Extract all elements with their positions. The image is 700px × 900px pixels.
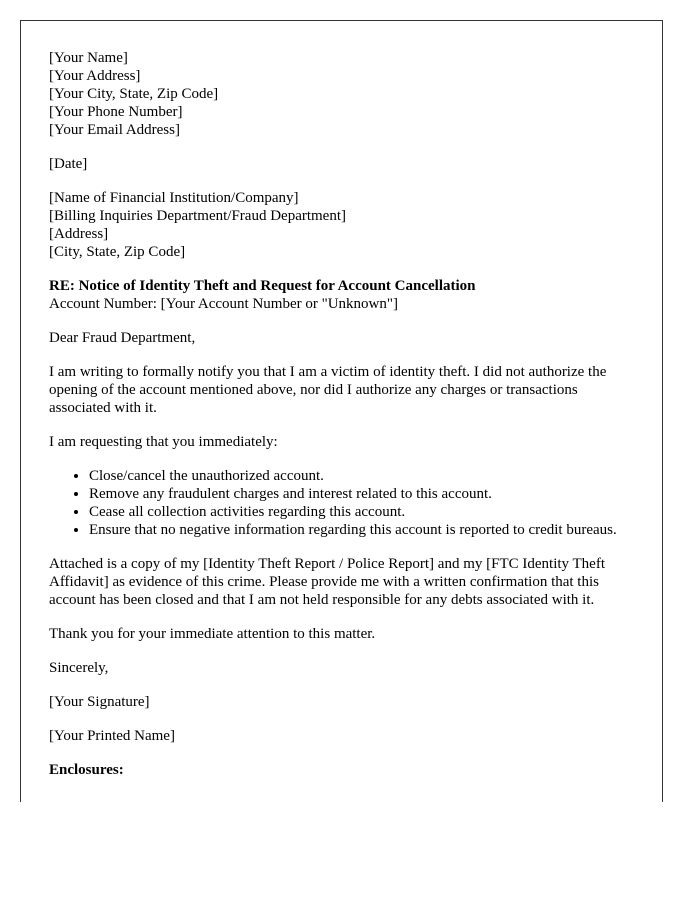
subject-block (49, 277, 634, 313)
salutation: Dear Fraud Department, (49, 330, 196, 346)
recipient-department: [Billing Inquiries Department/Fraud Department] (49, 208, 347, 224)
enclosures-label: Enclosures: (49, 762, 124, 778)
date: [Date] (49, 156, 88, 172)
request-list (49, 467, 634, 539)
recipient-block (49, 189, 634, 261)
paragraph-attachments: Attached is a copy of my [Identity Theft Report / Police Report] and my [FTC Identity Theft Affidavit] as evidence of this crime. Please provide me with a written confirmation that this account has been closed and that I am not held responsible for any debts associated with it. (49, 556, 605, 608)
letter-page (20, 20, 663, 802)
sender-block (49, 49, 634, 139)
request-item: • Close/cancel the unauthorized account. (89, 467, 634, 485)
recipient-name: [Name of Financial Institution/Company] (49, 190, 299, 206)
recipient-address: [Address] (49, 226, 109, 242)
sender-address: [Your Address] (49, 68, 141, 84)
paragraph-thanks: Thank you for your immediate attention to this matter. (49, 626, 376, 642)
sender-city: [Your City, State, Zip Code] (49, 86, 219, 102)
request-item: • Ensure that no negative information regarding this account is reported to credit bureaus. (89, 521, 634, 539)
account-number: Account Number: [Your Account Number or "Unknown"] (49, 296, 398, 312)
enclosures-heading (49, 761, 634, 779)
subject-line: RE: Notice of Identity Theft and Request for Account Cancellation (49, 278, 476, 294)
paragraph-notification: I am writing to formally notify you that I am a victim of identity theft. I did not authorize the opening of the account mentioned above, nor did I authorize any charges or transactions associated with it. (49, 364, 607, 416)
sender-email: [Your Email Address] (49, 122, 180, 138)
signature: [Your Signature] (49, 694, 150, 710)
recipient-city: [City, State, Zip Code] (49, 244, 186, 260)
request-item: • Remove any fraudulent charges and interest related to this account. (89, 485, 634, 503)
sender-phone: [Your Phone Number] (49, 104, 183, 120)
paragraph-request-intro: I am requesting that you immediately: (49, 434, 278, 450)
closing: Sincerely, (49, 660, 109, 676)
request-item: • Cease all collection activities regarding this account. (89, 503, 634, 521)
printed-name: [Your Printed Name] (49, 728, 175, 744)
sender-name: [Your Name] (49, 50, 128, 66)
